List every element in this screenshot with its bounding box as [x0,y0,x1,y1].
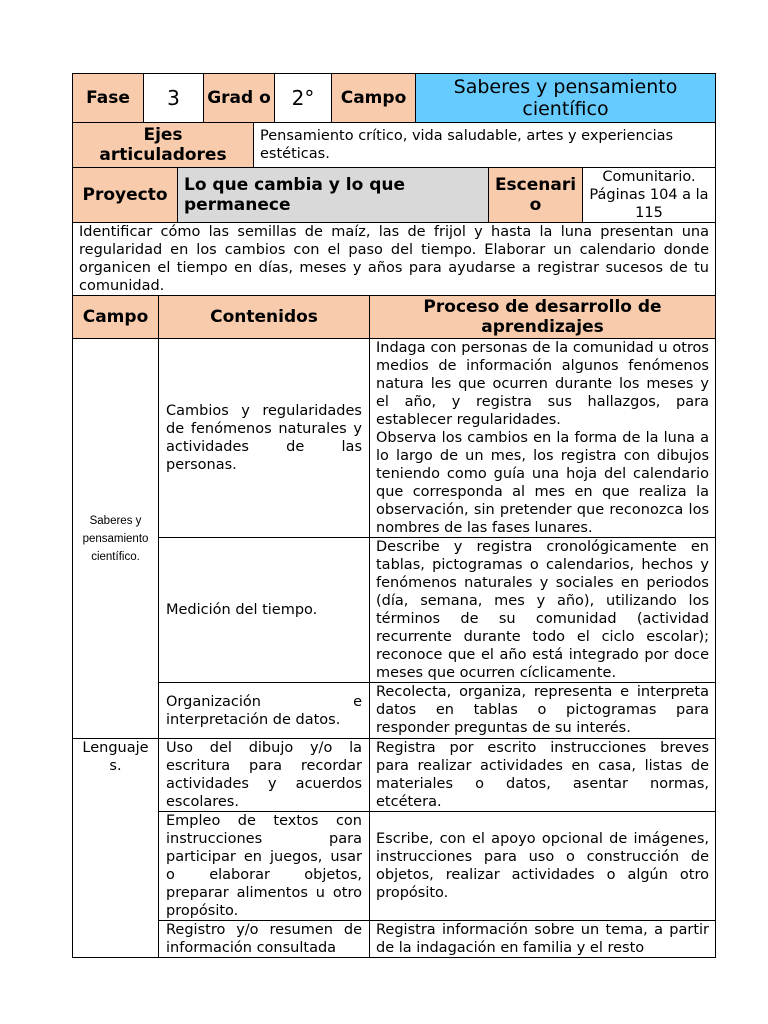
contenido-cell: Uso del dibujo y/o la escritura para recordar actividades y acuerdos escolares. [159,739,370,812]
contenido-cell: Organización e interpretación de datos. [159,683,370,739]
proceso-cell: Recolecta, organiza, representa e interpreta datos en tablas o pictogramas para responder preguntas de su interés. [370,683,716,739]
col-header-campo: Campo [73,296,159,339]
grado-label: Grad o [204,74,275,123]
proceso-cell: Describe y registra cronológicamente en tablas, pictogramas o calendarios, hechos y fenómenos naturales y sociales en periodos (día, semana, mes y año), utilizando los términos de su comunidad (actividad recurrente durante todo el ciclo escolar); reconoce que el año está integrado por doce meses que ocurren cíclicamente. [370,538,716,683]
proceso-cell: Registra por escrito instrucciones breves para realizar actividades en casa, listas de materiales o datos, asentar normas, etcétera. [370,739,716,812]
project-description: Identificar cómo las semillas de maíz, las de frijol y hasta la luna presentan una regularidad en los cambios con el paso del tiempo. Elaborar un calendario donde organicen el tiempo en días, meses y años para ayudarse a registrar sucesos de tu comunidad. [73,223,716,296]
proyecto-value: Lo que cambia y lo que permanece [178,168,489,223]
proyecto-label: Proyecto [73,168,178,223]
table-row [73,739,716,812]
ejes-value: Pensamiento crítico, vida saludable, artes y experiencias estéticas. [254,123,716,167]
campo-label: Campo [332,74,416,123]
campo-value: Saberes y pensamiento científico [416,74,716,123]
contenido-cell: Registro y/o resumen de información consultada [159,921,370,958]
header-table [72,73,716,123]
fase-value: 3 [144,74,204,123]
table-row [73,683,716,739]
campo-cell: Lenguaje s. [73,739,159,958]
contenido-cell: Empleo de textos con instrucciones para participar en juegos, usar o elaborar objetos, preparar alimentos u otro propósito. [159,812,370,921]
description-table [72,223,716,296]
proceso-cell [370,339,716,538]
proceso-paragraph: Observa los cambios en la forma de la luna a lo largo de un mes, los registra con dibujos teniendo como guía una hoja del calendario que corresponda al mes en que realiza la observación, sin pretender que reconozca los nombres de las fases lunares. [376,430,709,536]
escenario-value: Comunitario. Páginas 104 a la 115 [583,168,716,223]
table-row [73,538,716,683]
col-header-proceso: Proceso de desarrollo de aprendizajes [370,296,716,339]
table-row [73,339,716,538]
table-row [73,921,716,958]
proyecto-table [72,168,716,223]
proceso-paragraph: Indaga con personas de la comunidad u otros medios de información algunos fenómenos natura les que ocurren durante los meses y el año, y registra sus hallazgos, para establecer regularidades. [376,340,709,428]
fase-label: Fase [73,74,144,123]
ejes-table [72,123,716,168]
campo-cell: Saberes y pensamiento científico. [73,339,159,739]
ejes-label: Ejes articuladores [73,123,254,167]
proceso-cell: Escribe, con el apoyo opcional de imágenes, instrucciones para uso o construcción de objetos, realizar actividades o algún otro propósito. [370,812,716,921]
col-header-contenidos: Contenidos [159,296,370,339]
contenido-cell: Cambios y regularidades de fenómenos naturales y actividades de las personas. [159,339,370,538]
escenario-label: Escenari o [489,168,583,223]
planning-document [72,73,716,958]
proceso-cell: Registra información sobre un tema, a partir de la indagación en familia y el resto [370,921,716,958]
contenido-cell: Medición del tiempo. [159,538,370,683]
content-table [72,296,716,959]
grado-value: 2° [275,74,332,123]
table-row [73,812,716,921]
